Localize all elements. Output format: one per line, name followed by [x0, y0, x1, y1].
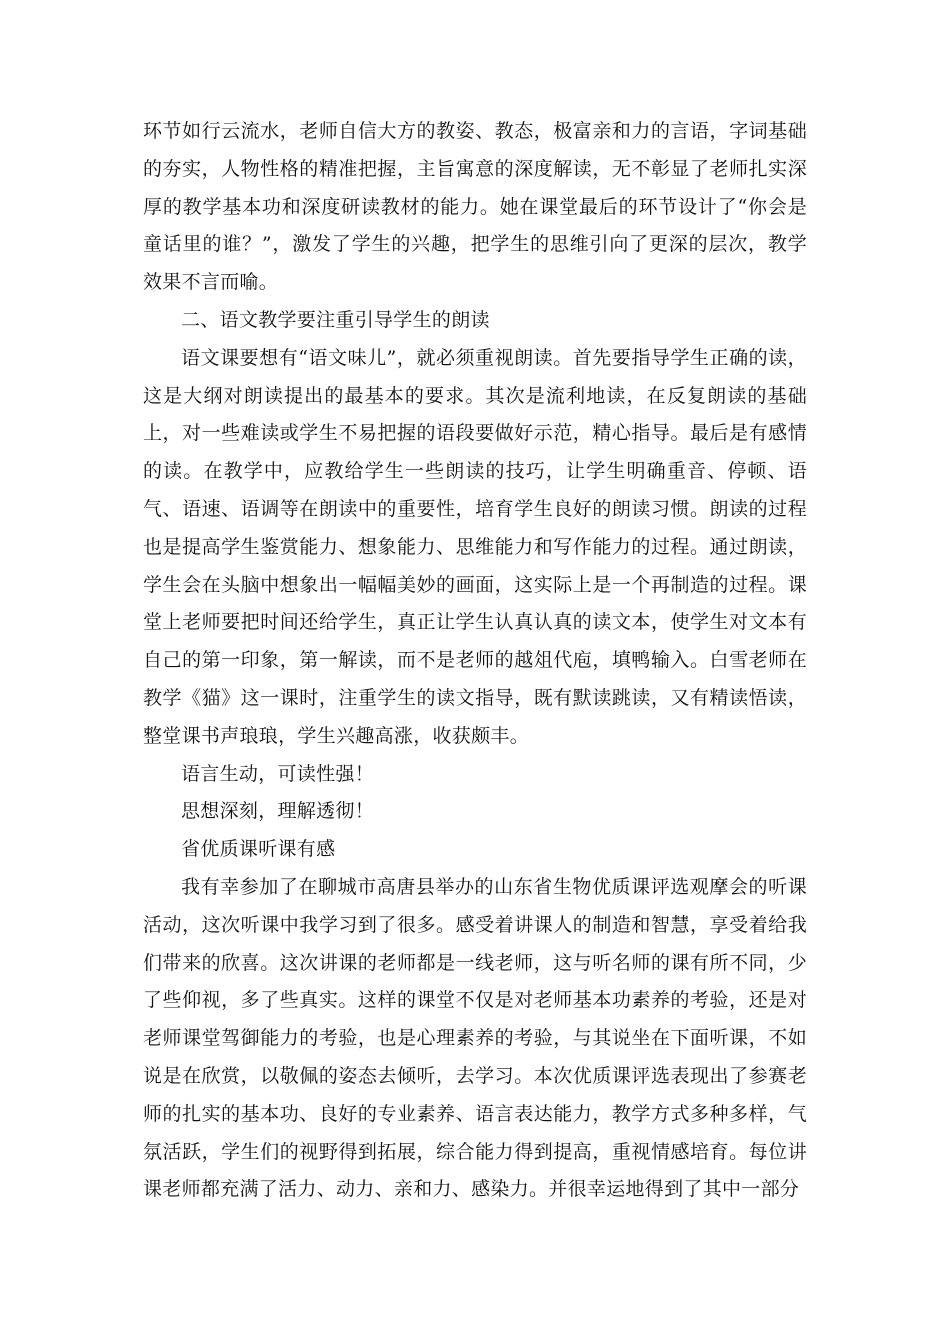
comment-line-1: 语言生动，可读性强！ [181, 762, 375, 785]
document-body [143, 113, 807, 1209]
section-heading-reading: 二、语文教学要注重引导学生的朗读 [181, 308, 490, 331]
paragraph-reading: 语文课要想有“语文味儿”，就必须重视朗读。首先要指导学生正确的读，这是大纲对朗读提出的最基本的要求。其次是流利地读，在反复朗读的基础上，对一些难读或学生不易把握的语段要做好示范，精心指导。最后是有感情的读。在教学中，应教给学生一些朗读的技巧，让学生明确重音、停顿、语气、语速、语调等在朗读中的重要性，培育学生良好的朗读习惯。朗读的过程也是提高学生鉴赏能力、想象能力、思维能力和写作能力的过程。通过朗读，学生会在头脑中想象出一幅幅美妙的画面，这实际上是一个再制造的过程。课堂上老师要把时间还给学生，真正让学生认真认真的读文本，使学生对文本有自己的第一印象，第一解读，而不是老师的越俎代庖，填鸭输入。白雪老师在教学《猫》这一课时，注重学生的读文指导，既有默读跳读，又有精读悟读，整堂课书声琅琅，学生兴趣高涨，收获颇丰。 [143, 346, 807, 747]
paragraph-lecture: 我有幸参加了在聊城市高唐县举办的山东省生物优质课评选观摩会的听课活动，这次听课中我学习到了很多。感受着讲课人的制造和智慧，享受着给我们带来的欣喜。这次讲课的老师都是一线老师，这与听名师的课有所不同，少了些仰视，多了些真实。这样的课堂不仅是对老师基本功素养的考验，还是对老师课堂驾御能力的考验，也是心理素养的考验，与其说坐在下面听课，不如说是在欣赏，以敬佩的姿态去倾听，去学习。本次优质课评选表现出了参赛老师的扎实的基本功、良好的专业素养、语言表达能力，教学方式多种多样，气氛活跃，学生们的视野得到拓展，综合能力得到提高，重视情感培育。每位讲课老师都充满了活力、动力、亲和力、感染力。并很幸运地得到了其中一部分 [143, 875, 807, 1201]
paragraph-continuation: 环节如行云流水，老师自信大方的教姿、教态，极富亲和力的言语，字词基础的夯实，人物性格的精准把握，主旨寓意的深度解读，无不彰显了老师扎实深厚的教学基本功和深度研读教材的能力。她在课堂最后的环节设计了“你会是童话里的谁？”，激发了学生的兴趣，把学生的思维引向了更深的层次，教学效果不言而喻。 [143, 120, 807, 294]
comment-line-2: 思想深刻，理解透彻！ [181, 800, 375, 823]
article-title: 省优质课听课有感 [181, 838, 336, 861]
